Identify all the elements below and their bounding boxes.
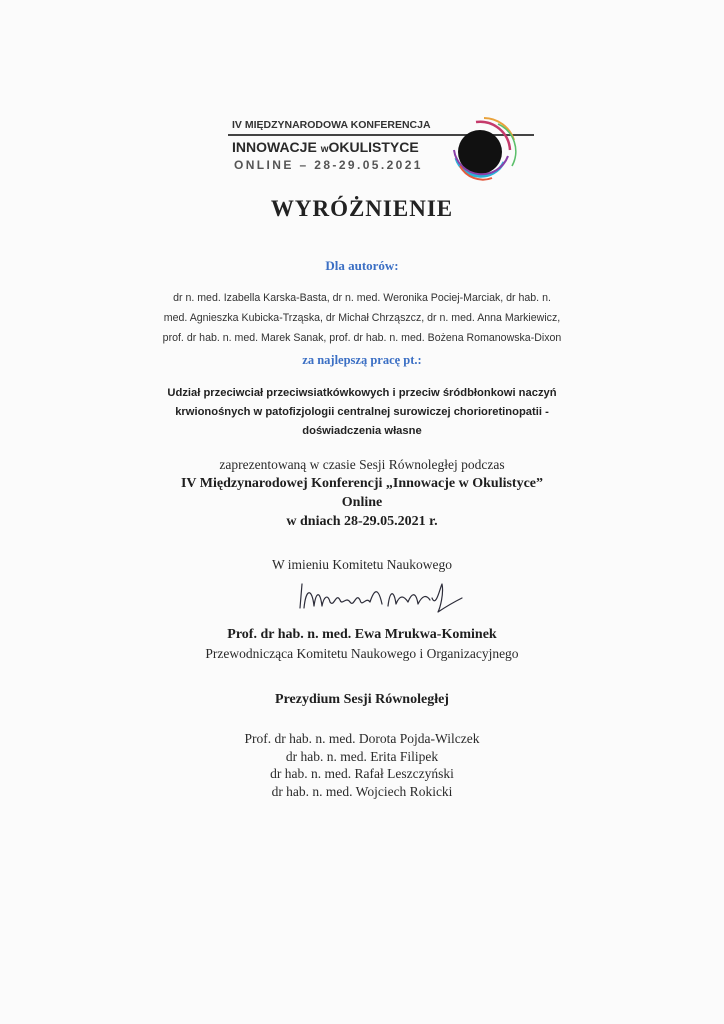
conference-logo [228,110,528,182]
authors-line: prof. dr hab. n. med. Marek Sanak, prof. dr hab. n. med. Bożena Romanowska-Dixon [162,332,562,344]
chair-role: Przewodnicząca Komitetu Naukowego i Organizacyjnego [205,646,519,661]
work-title-line: Udział przeciwciał przeciwsiatkówkowych i przeciw śródbłonkowi naczyń [167,387,557,399]
presidium-heading: Prezydium Sesji Równoległej [275,692,449,707]
for-authors-label: Dla autorów: [325,258,399,273]
chair-block [0,625,724,663]
presented-line-4: w dniach 28-29.05.2021 r. [286,514,438,529]
presidium-member: Prof. dr hab. n. med. Dorota Pojda-Wilczek [244,731,480,746]
work-title-block [0,384,724,441]
presented-line-2: IV Międzynarodowej Konferencji „Innowacje w Okulistyce” [180,476,544,491]
signature-image [290,578,470,618]
logo-line-2-tail: OKULISTYCE [328,139,419,155]
presidium-member: dr hab. n. med. Wojciech Rokicki [271,783,453,799]
work-title-line: krwionośnych w patofizjologii centralnej surowiczej chorioretinopatii - [175,406,549,418]
logo-line-2-w: w [320,144,329,155]
presidium-member: dr hab. n. med. Rafał Leszczyński [270,766,454,781]
chair-name: Prof. dr hab. n. med. Ewa Mrukwa-Kominek [227,627,497,642]
authors-block [0,288,724,348]
authors-line: dr n. med. Izabella Karska-Basta, dr n. med. Weronika Pociej-Marciak, dr hab. n. [173,292,551,304]
committee-label: W imieniu Komitetu Naukowego [271,557,453,572]
logo-line-2 [232,139,419,155]
logo-line-2-main: INNOWACJE [232,139,317,155]
presentation-block [0,455,724,531]
authors-line: med. Agnieszka Kubicka-Trząska, dr Michał Chrząszcz, dr n. med. Anna Markiewicz, [163,312,561,324]
presidium-member: dr hab. n. med. Erita Filipek [285,748,439,764]
presented-line-1: zaprezentowaną w czasie Sesji Równoległej podczas [219,457,505,472]
best-work-label: za najlepszą pracę pt.: [302,353,422,367]
presidium-members [0,730,724,800]
presented-line-3: Online [341,495,383,510]
work-title-line: doświadczenia własne [302,425,422,437]
eye-logo-icon [446,110,528,184]
logo-line-3: ONLINE – 28-29.05.2021 [234,158,423,172]
logo-line-1: IV MIĘDZYNARODOWA KONFERENCJA [232,119,431,131]
certificate-title: WYRÓŻNIENIE [270,196,454,221]
